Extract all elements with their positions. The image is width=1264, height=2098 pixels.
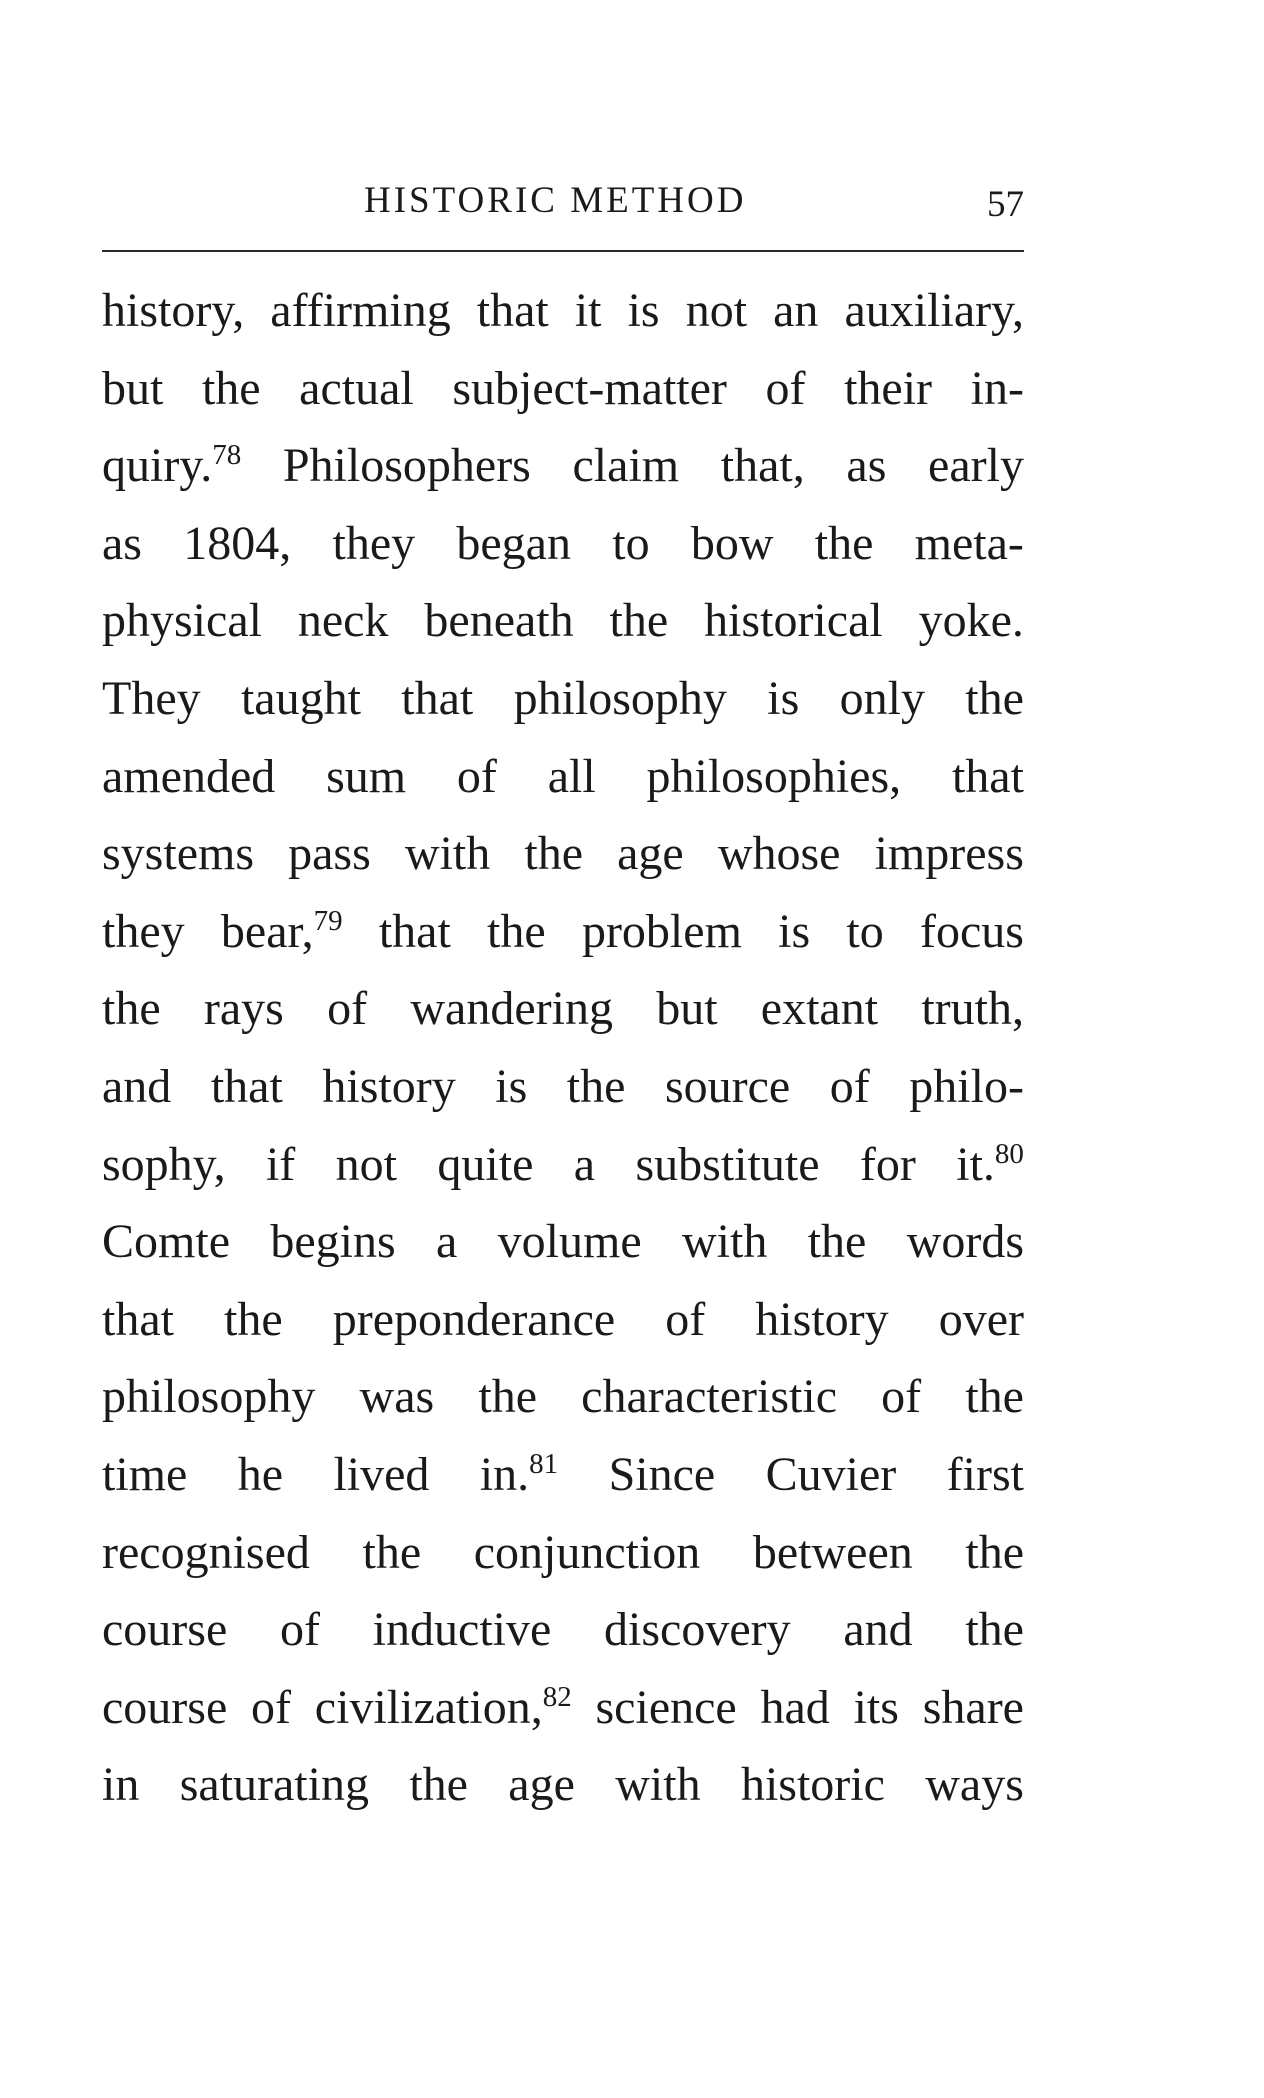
word: quiry.$^{78}$ [102,439,242,493]
word: problem [581,904,742,958]
word: is [767,671,800,725]
text-line [102,815,1024,893]
word: philosophy [102,1370,316,1424]
footnote-reference: 80 [994,1137,1024,1170]
word: the [487,904,546,958]
word: pass [288,827,371,881]
word: of [829,1059,870,1113]
word: Cuvier [765,1447,897,1501]
word: the [965,671,1024,725]
word: the [807,1215,867,1269]
word: that [401,671,474,725]
word: the [965,1603,1024,1657]
text-line [102,893,1024,971]
word: of [456,749,497,803]
word: that [476,284,549,337]
word: 1804, [183,516,292,570]
page-number: 57 [987,184,1024,225]
word: the [814,516,874,570]
word: taught [240,671,361,725]
word: of [327,982,368,1036]
text-line [102,1048,1024,1126]
word: age [617,827,684,881]
word: sophy, [102,1137,226,1191]
word: science [595,1680,737,1734]
word: is [627,284,660,337]
word: and [102,1059,172,1113]
word: ways [925,1758,1024,1812]
word: a [436,1215,458,1269]
word: was [359,1370,435,1424]
word: of [881,1370,922,1424]
text-line [102,970,1024,1048]
text-line [102,1514,1024,1592]
word: affirming [270,284,451,337]
word: quite [437,1137,534,1191]
word: inductive [372,1603,552,1657]
word: share [922,1680,1024,1734]
header-rule [102,250,1024,252]
word: amended [102,749,276,803]
word: that, [720,439,805,493]
word: philo- [909,1059,1024,1113]
word: systems [102,827,255,881]
word: philosophy [513,671,727,725]
word: subject-matter [452,361,727,415]
word: words [906,1215,1024,1269]
word: and [843,1603,913,1657]
word: saturating [179,1758,369,1812]
word: course [102,1603,228,1657]
word: age [508,1758,575,1812]
word: in [102,1758,140,1812]
word: he [237,1447,284,1501]
text-line [102,1591,1024,1669]
word: it.$^{80}$ [956,1137,1024,1191]
word: discovery [604,1603,791,1657]
word: between [752,1525,913,1579]
word: of [251,1680,292,1734]
word: began [456,516,571,570]
word: the [362,1525,422,1579]
word: bear,$^{79}$ [220,904,343,958]
word: conjunction [473,1525,701,1579]
text-line [102,272,1024,350]
word: the [524,827,583,881]
text-line [102,427,1024,505]
word: beneath [424,594,574,648]
word: whose [717,827,841,881]
word: the [102,982,161,1036]
word: recognised [102,1525,310,1579]
word: but [656,982,718,1036]
word: volume [497,1215,642,1269]
word: that [102,1292,174,1346]
word: it [574,284,602,337]
footnote-reference: 79 [313,904,343,937]
word: impress [874,827,1024,881]
word: source [664,1059,791,1113]
word: Philosophers [282,439,531,493]
word: preponderance [332,1292,616,1346]
footnote-reference: 81 [529,1447,559,1480]
word: but [102,361,164,415]
word: as [846,439,887,493]
word: they [332,516,416,570]
word: that [210,1059,283,1113]
word: the [201,361,261,415]
text-line [102,660,1024,738]
running-title: HISTORIC METHOD [364,180,747,221]
word: meta- [914,516,1024,570]
body-text [102,272,1024,1824]
text-line [102,1669,1024,1747]
word: if [265,1137,296,1191]
word: only [839,671,925,725]
word: early [928,439,1024,493]
word: of [665,1292,706,1346]
word: history, [102,284,245,337]
word: their [844,361,933,415]
word: They [102,671,201,725]
word: to [612,516,650,570]
text-line [102,738,1024,816]
word: historic [740,1758,885,1812]
word: of [279,1603,320,1657]
word: philosophies, [646,749,902,803]
text-line [102,1281,1024,1359]
word: wandering [410,982,613,1036]
word: auxiliary, [844,284,1024,337]
footnote-reference: 82 [542,1680,572,1713]
word: for [859,1137,916,1191]
word: rays [203,982,284,1036]
text-line [102,1746,1024,1824]
word: of [765,361,806,415]
word: with [615,1758,701,1812]
text-line [102,1126,1024,1204]
word: that [951,749,1024,803]
word: history [322,1059,456,1113]
word: not [335,1137,398,1191]
word: with [404,827,491,881]
word: physical [102,594,262,648]
text-line [102,1358,1024,1436]
word: begins [270,1215,396,1269]
word: claim [572,439,680,493]
word: yoke. [918,594,1024,648]
word: neck [297,594,389,648]
word: all [547,749,596,803]
word: to [846,904,884,958]
word: the [224,1292,283,1346]
word: with [682,1215,768,1269]
text-line [102,350,1024,428]
word: extant [760,982,879,1036]
word: time [102,1447,188,1501]
word: characteristic [581,1370,837,1424]
text-line [102,1436,1024,1514]
word: in.$^{81}$ [479,1447,559,1501]
word: the [609,594,669,648]
word: first [946,1447,1024,1501]
word: the [965,1370,1024,1424]
word: an [773,284,819,337]
word: a [573,1137,596,1191]
word: course [102,1680,228,1734]
running-head [102,176,1024,226]
word: bow [690,516,774,570]
word: truth, [921,982,1024,1036]
text-line [102,1203,1024,1281]
word: not [685,284,748,337]
word: the [409,1758,468,1812]
word: is [495,1059,528,1113]
word: sum [326,749,407,803]
word: Comte [102,1215,230,1269]
word: over [938,1292,1024,1346]
word: had [760,1680,830,1734]
word: focus [920,904,1024,958]
word: they [102,904,185,958]
text-line [102,505,1024,583]
word: historical [704,594,883,648]
word: history [755,1292,889,1346]
text-line [102,582,1024,660]
word: Since [608,1447,716,1501]
word: civilization,$^{82}$ [314,1680,572,1734]
word: in- [970,361,1024,415]
word: the [478,1370,537,1424]
word: actual [299,361,414,415]
word: as [102,516,142,570]
word: is [778,904,811,958]
word: substitute [635,1137,820,1191]
word: its [853,1680,899,1734]
word: that [378,904,451,958]
footnote-reference: 78 [212,439,242,472]
word: lived [333,1447,430,1501]
word: the [965,1525,1024,1579]
word: the [566,1059,626,1113]
